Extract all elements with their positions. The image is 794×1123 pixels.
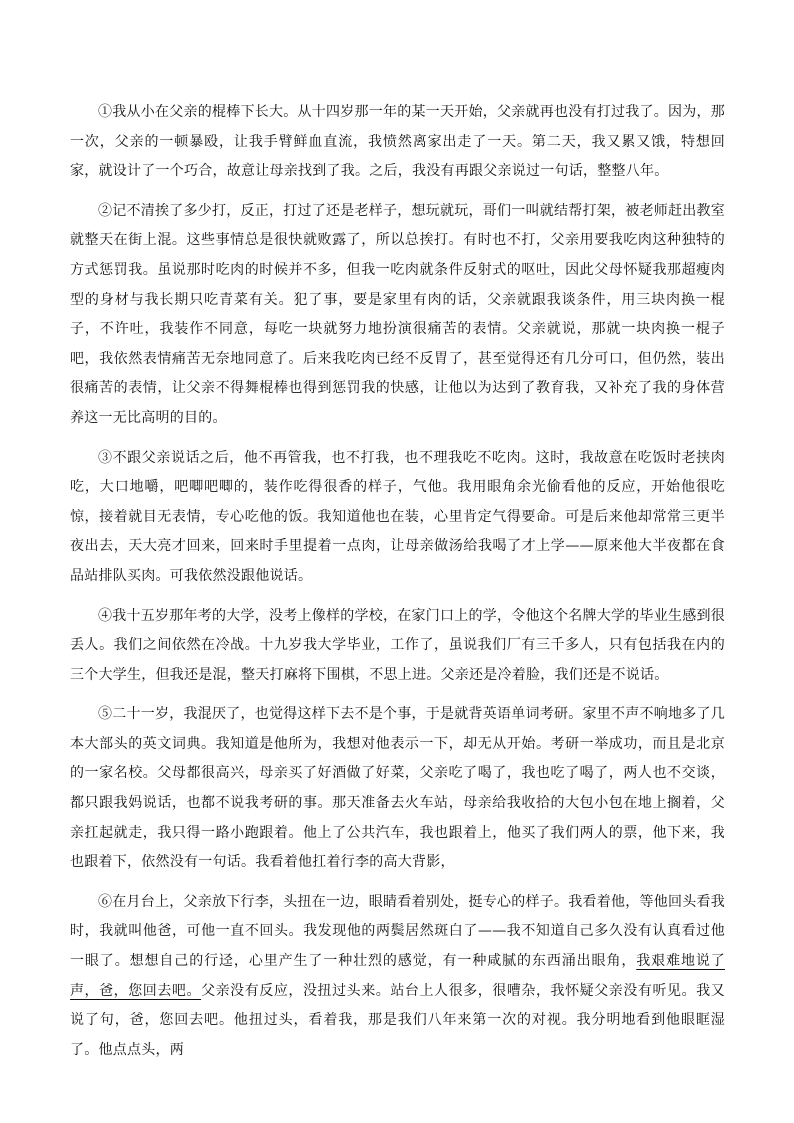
paragraph-1: ①我从小在父亲的棍棒下长大。从十四岁那一年的某一天开始，父亲就再也没有打过我了。因为，那一次，父亲的一顿暴殴，让我手臂鲜血直流，我愤然离家出走了一天。第二天，我又累又饿，特想回家，就设计了一个巧合，故意让母亲找到了我。之后，我没有再跟父亲说过一句话，整整八年。 — [70, 104, 725, 180]
paragraph-6 — [70, 888, 725, 1066]
paragraph-3: ③不跟父亲说话之后，他不再管我，也不打我，也不理我吃不吃肉。这时，我故意在吃饭时老挟肉吃，大口地嚼，吧唧吧唧的，装作吃得很香的样子，气他。我用眼角余光偷看他的反应，开始他很吃惊，接着就目无表情，专心吃他的饭。我知道他也在装，心里肯定气得要命。可是后来他却常常三更半夜出去，天大亮才回来，回来时手里提着一点肉，让母亲做汤给我喝了才上学——原来他大半夜都在食品站排队买肉。可我依然没跟他说话。 — [70, 449, 725, 584]
paragraph-6-text-a: ⑥在月台上，父亲放下行李，头扭在一边，眼睛看着别处，挺专心的样子。我看着他，等他回头看我时，我就叫他爸，可他一直不回头。我发现他的两鬓居然斑白了——我不知道自己多久没有认真看过他一眼了。想想自己的行迳，心里产生了一种壮烈的感觉，有一种咸腻的东西涌出眼角， — [70, 893, 725, 970]
paragraph-4: ④我十五岁那年考的大学，没考上像样的学校，在家门口上的学，令他这个名牌大学的毕业生感到很丢人。我们之间依然在冷战。十九岁我大学毕业，工作了，虽说我们厂有三千多人，只有包括我在内的三个大学生，但我还是混，整天打麻将下围棋，不思上进。父亲还是冷着脸，我们还是不说话。 — [70, 607, 725, 683]
paragraph-2: ②记不清挨了多少打，反正，打过了还是老样子，想玩就玩，哥们一叫就结帮打架，被老师赶出教室就整天在街上混。这些事情总是很快就败露了，所以总挨打。有时也不打，父亲用要我吃肉这种独特的方式惩罚我。虽说那时吃肉的时候并不多，但我一吃肉就条件反射式的呕吐，因此父母怀疑我那超瘦肉型的身材与我长期只吃青菜有关。犯了事，要是家里有肉的话，父亲就跟我谈条件，用三块肉换一棍子，不许吐，我装作不同意，每吃一块就努力地扮演很痛苦的表情。父亲就说，那就一块肉换一棍子吧，我依然表情痛苦无奈地同意了。后来我吃肉已经不反胃了，甚至觉得还有几分可口，但仍然，装出很痛苦的表情，让父亲不得舞棍棒也得到惩罚我的快感，让他以为达到了教育我，又补充了我的身体营养这一无比高明的目的。 — [70, 202, 725, 426]
document-page — [70, 98, 725, 1075]
paragraph-6-text-b: 父亲没有反应，没扭过头来。站台上人很多，很嘈杂，我怀疑父亲没有听见。我又说了句，爸，您回去吧。他扭过头，看着我，那是我们八年来第一次的对视。我分明地看到他眼眶湿了。他点点头，两 — [70, 982, 725, 1058]
underlined-sentence: 我艰难地说了声，爸，您回去吧。 — [70, 953, 726, 999]
paragraph-5: ⑤二十一岁，我混厌了，也觉得这样下去不是个事，于是就背英语单词考研。家里不声不响地多了几本大部头的英文词典。我知道是他所为，我想对他表示一下，却无从开始。考研一举成功，而且是北京的一家名校。父母都很高兴，母亲买了好酒做了好菜，父亲吃了喝了，我也吃了喝了，两人也不交谈，都只跟我妈说话，也都不说我考研的事。那天准备去火车站，母亲给我收拾的大包小包在地上搁着，父亲扛起就走，我只得一路小跑跟着。他上了公共汽车，我也跟着上，他买了我们两人的票，他下来，我也跟着下，依然没有一句话。我看着他扛着行李的高大背影， — [70, 706, 725, 871]
